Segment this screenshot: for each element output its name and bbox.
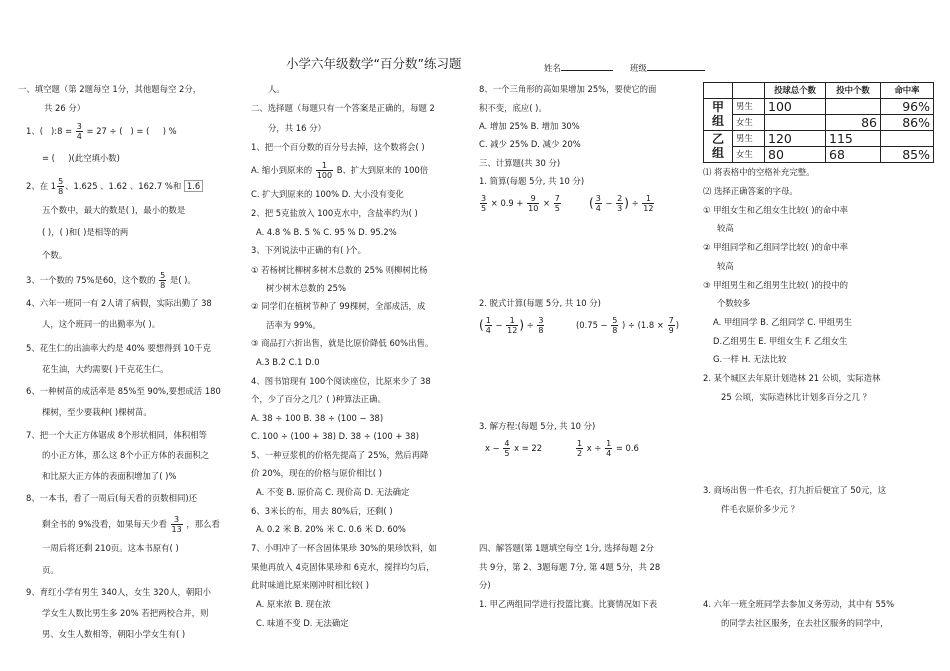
- choice-8-options-cd: C. 减少 25% D. 减少 20%: [479, 139, 581, 149]
- question-5: 5、花生仁的出油率大约是 40% 要想得到 10千克: [26, 343, 211, 353]
- page-title: 小学六年级数学“百分数”练习题: [286, 56, 462, 71]
- choice-4-options-cd: C. 100 ÷ (100 + 38) D. 38 ÷ (100 + 38): [251, 431, 419, 441]
- answer-2-line-2: 25 公顷，实际造林比计划多百分之几 ？: [721, 392, 871, 402]
- table-cell: 100: [765, 99, 826, 115]
- choice-3-statement-1b: 树少树木总数的 25%: [266, 283, 346, 293]
- section-4-title: 四、解答题(第 1题填空每空 1分, 选择每题 2分: [479, 543, 654, 553]
- answer-4-line-2: 的同学去社区服务，在去社区服务的同学中，: [721, 618, 889, 628]
- compare-item-2b: 较高: [717, 261, 734, 271]
- table-cell: 86: [826, 115, 881, 131]
- name-field[interactable]: [544, 61, 613, 73]
- question-7: 7、把一个大正方体锯成 8个形状相同，体积相等: [26, 430, 207, 440]
- calc-1-title: 1. 简算(每题 5分, 共 10 分): [479, 176, 585, 186]
- group-b-label: 乙组: [704, 131, 733, 163]
- question-9-line-3: 男、女生人数相等，朝阳小学女生有( ): [42, 629, 186, 639]
- question-2-line-4: 个数。: [42, 250, 68, 260]
- choice-4-options-ab: A. 38 ÷ 100 B. 38 ÷ (100 − 38): [251, 413, 384, 423]
- section-4-title-2: 共 9分，第 2、3题每题 7分, 第 4题 5分，共 28: [479, 562, 661, 572]
- section-1-title: 一、填空题（第 2题每空 1分，其他题每空 2分，: [18, 84, 202, 94]
- part-2-instruction: ⑵ 选择正确答案的字母。: [703, 186, 798, 196]
- table-cell: 96%: [881, 99, 934, 115]
- table-row: [704, 115, 934, 131]
- choice-3: 3、下列说法中正确的有( )个。: [251, 245, 367, 255]
- compare-item-1: ① 甲组女生和乙组女生比较( )的命中率: [703, 205, 848, 215]
- table-cell: 女生: [733, 115, 765, 131]
- choice-5-line-2: 价 20%，现在的价格与原价相比( ): [251, 468, 382, 478]
- question-8-line-4: 页。: [42, 565, 59, 575]
- question-2-line-2: 五个数中，最大的数是( )，最小的数是: [42, 205, 186, 215]
- compare-item-3b: 个数较多: [717, 298, 751, 308]
- choice-7-line-2: 果他再放入 4克固体果珍和 6克水，搅拌均匀后，: [251, 562, 435, 572]
- calc-3-expr-2: $\frac{1}{2}$ x ÷ $\frac{1}{4}$ = 0.6: [577, 439, 639, 458]
- calc-1-expr-1: $\frac{3}{5}$ × 0.9 + $\frac{9}{10}$ × $\frac{7}{5}$: [481, 194, 560, 213]
- section-3-title: 三、计算题(共 30 分): [479, 158, 561, 168]
- choice-4: 4、图书馆现有 100个阅读座位，比原来少了 38: [251, 376, 431, 386]
- choice-4-line-2: 个，少了百分之几？( )种算法正确。: [251, 394, 386, 404]
- group-a-label: 甲组: [704, 99, 733, 131]
- table-cell: 男生: [733, 131, 765, 147]
- calc-3-expr-1: x − $\frac{4}{5}$ x = 22: [485, 439, 543, 458]
- question-4: 4、六年一班同一有 2人请了病假，实际出勤了 38: [26, 298, 212, 308]
- compare-item-2: ② 甲组同学和乙组同学比较( )的命中率: [703, 242, 848, 252]
- choice-7-options-cd: C. 味道不变 D. 无法确定: [256, 618, 349, 628]
- answer-options-3: G.一样 H. 无法比较: [713, 354, 787, 364]
- header-hit-rate: 命中率: [881, 83, 934, 99]
- section-1-title-2: 共 26 分）: [44, 103, 86, 113]
- choice-3-statement-1: ① 若杨树比柳树多树木总数的 25% 则柳树比杨: [251, 265, 428, 275]
- table-row: [704, 131, 934, 147]
- choice-3-statement-3: ③ 商品打六折出售，就是比原价降低 60%出售。: [251, 338, 434, 348]
- table-cell: 86%: [881, 115, 934, 131]
- choice-2: 2、把 5克盐放入 100克水中，含盐率约为( ): [251, 208, 418, 218]
- answer-options-2: D.乙组男生 E. 甲组女生 F. 乙组女生: [713, 336, 848, 346]
- answer-4: 4. 六年一班全班同学去参加义务劳动，其中有 55%: [703, 599, 895, 609]
- question-8: 8、一本书，看了一周后(每天看的页数相同)还: [26, 493, 197, 503]
- choice-8-options-ab: A. 增加 25% B. 增加 30%: [479, 121, 580, 131]
- choice-5: 5、一种豆浆机的价格先提高了 25%，然后再降: [251, 450, 429, 460]
- calc-3-title: 3. 解方程:(每题 5分, 共 10 分): [479, 421, 596, 431]
- choice-6-options: A. 0.2 米 B. 20% 米 C. 0.6 米 D. 60%: [256, 524, 406, 534]
- choice-7-options-ab: A. 原来浓 B. 现在浓: [256, 599, 331, 609]
- question-8-line-3: 一周后将还剩 210页。这本书原有( ): [42, 543, 179, 553]
- part-1-instruction: ⑴ 将表格中的空格补充完整。: [703, 167, 815, 177]
- choice-3-statement-2b: 活率为 99%。: [266, 320, 321, 330]
- table-cell: 女生: [733, 147, 765, 163]
- answer-3: 3. 商场出售一件毛衣，打九折后便宜了 50元，这: [703, 485, 887, 495]
- choice-8: 8、一个三角形的高如果增加 25%，要使它的面: [479, 84, 657, 94]
- table-cell: 115: [826, 131, 881, 147]
- question-2-line-3: ( )，( )和( )是相等的两: [42, 227, 129, 237]
- table-cell[interactable]: [881, 131, 934, 147]
- question-4-line-2: 人，这个班同一的出勤率为( )。: [42, 319, 161, 329]
- question-7-line-3: 和比原大正方体的表面积增加了( )%: [42, 471, 177, 481]
- class-field[interactable]: [630, 61, 705, 73]
- question-2: 2、在 1 $\frac{5}{8}$ 、1.625 、1.62 、162.7 %和 1.6̇: [26, 177, 203, 196]
- calc-2-expr-1: ( $\frac{1}{4}$ − $\frac{1}{12}$ ) ÷ $\frac{3}{8}$: [479, 316, 544, 335]
- section-4-title-3: 分): [479, 580, 491, 590]
- choice-3-statement-2: ② 同学们在植树节种了 99棵树，全部成活，成: [251, 301, 426, 311]
- name-label: 姓名: [544, 63, 561, 73]
- choice-8-line-2: 积不变，底应( )。: [479, 103, 547, 113]
- calc-2-title: 2. 脱式计算(每题 5分, 共 10 分): [479, 298, 601, 308]
- choice-2-options: A. 4.8 % B. 5 % C. 95 % D. 95.2%: [256, 227, 397, 237]
- table-cell: 68: [826, 147, 881, 163]
- table-cell: 120: [765, 131, 826, 147]
- question-6-line-2: 棵树，至少要栽种( )棵树苗。: [42, 407, 152, 417]
- header-hits: 投中个数: [826, 83, 881, 99]
- question-5-line-2: 花生油，大约需要( )千克花生仁。: [42, 364, 169, 374]
- choice-5-options: A. 不变 B. 原价高 C. 现价高 D. 无法确定: [256, 487, 410, 497]
- question-9-line-2: 学女生人数比男生多 20% 若把两校合并，则: [42, 608, 209, 618]
- question-8-line-2: 剩全书的 9%没看，如果每天少看 $\frac{3}{13}$ ，那么看: [42, 515, 220, 534]
- section-2-title: 二、选择题（每题只有一个答案是正确的，每题 2: [251, 103, 435, 113]
- choice-6: 6、3米长的布，用去 80%后，还剩( ): [251, 506, 393, 516]
- compare-item-1b: 较高: [717, 223, 734, 233]
- answer-2: 2. 某个城区去年原计划造林 21 公顷，实际造林: [703, 373, 881, 383]
- question-9-end: 人。: [268, 84, 285, 94]
- calc-1-expr-2: ( $\frac{3}{4}$ − $\frac{2}{3}$ ) ÷ $\frac{1}{12}$: [589, 194, 654, 213]
- table-cell: 男生: [733, 99, 765, 115]
- section-2-title-2: 分，共 16 分）: [268, 123, 326, 133]
- table-cell[interactable]: [765, 115, 826, 131]
- choice-7: 7、小明冲了一杯含固体果珍 30%的果珍饮料，如: [251, 543, 437, 553]
- table-cell: 85%: [881, 147, 934, 163]
- choice-1: 1、把一个百分数的百分号去掉，这个数将会( ): [251, 142, 425, 152]
- question-7-line-2: 的小正方体，那么这 8个小正方体的表面积之: [42, 450, 210, 460]
- score-table: [703, 82, 934, 163]
- table-cell[interactable]: [826, 99, 881, 115]
- question-9: 9、育红小学有男生 340人，女生 320人，朝阳小: [26, 587, 211, 597]
- calc-2-expr-2: (0.75 − $\frac{5}{8}$ ) ÷ (1.8 × $\frac{7}{9}$ ): [576, 316, 679, 335]
- table-row: [704, 147, 934, 163]
- question-1-line-2: = ( )(此空填小数): [42, 153, 120, 163]
- table-cell: 80: [765, 147, 826, 163]
- answer-1: 1. 甲乙两组同学进行投篮比赛。比赛情况如下表: [479, 599, 658, 609]
- choice-1-options-ab: A. 缩小到原来的 $\frac{1}{100}$ B、扩大到原来的 100倍: [251, 161, 429, 180]
- answer-3-line-2: 件毛衣原价多少元 ？: [721, 504, 800, 514]
- question-3: 3、一个数的 75%是60，这个数的 $\frac{5}{8}$ 是( )。: [26, 271, 196, 290]
- class-label: 班级: [630, 63, 647, 73]
- choice-3-options: A.3 B.2 C.1 D.0: [256, 357, 320, 367]
- choice-7-line-3: 此时味道比原来刚冲时相比较( ): [251, 580, 370, 590]
- table-header-row: [704, 83, 934, 99]
- table-row: [704, 99, 934, 115]
- header-total-shots: 投球总个数: [765, 83, 826, 99]
- question-6: 6、一种树苗的成活率是 85%至 90%,要想成活 180: [26, 386, 221, 396]
- choice-1-options-cd: C. 扩大到原来的 100% D. 大小没有变化: [251, 189, 404, 199]
- compare-item-3: ③ 甲组男生和乙组男生比较( )的投中的: [703, 280, 848, 290]
- question-1: 1、( ):8 = $\frac{3}{4}$ = 27 ÷ ( ) = ( ) %: [26, 122, 177, 141]
- answer-options-1: A. 甲组同学 B. 乙组同学 C. 甲组男生: [713, 317, 852, 327]
